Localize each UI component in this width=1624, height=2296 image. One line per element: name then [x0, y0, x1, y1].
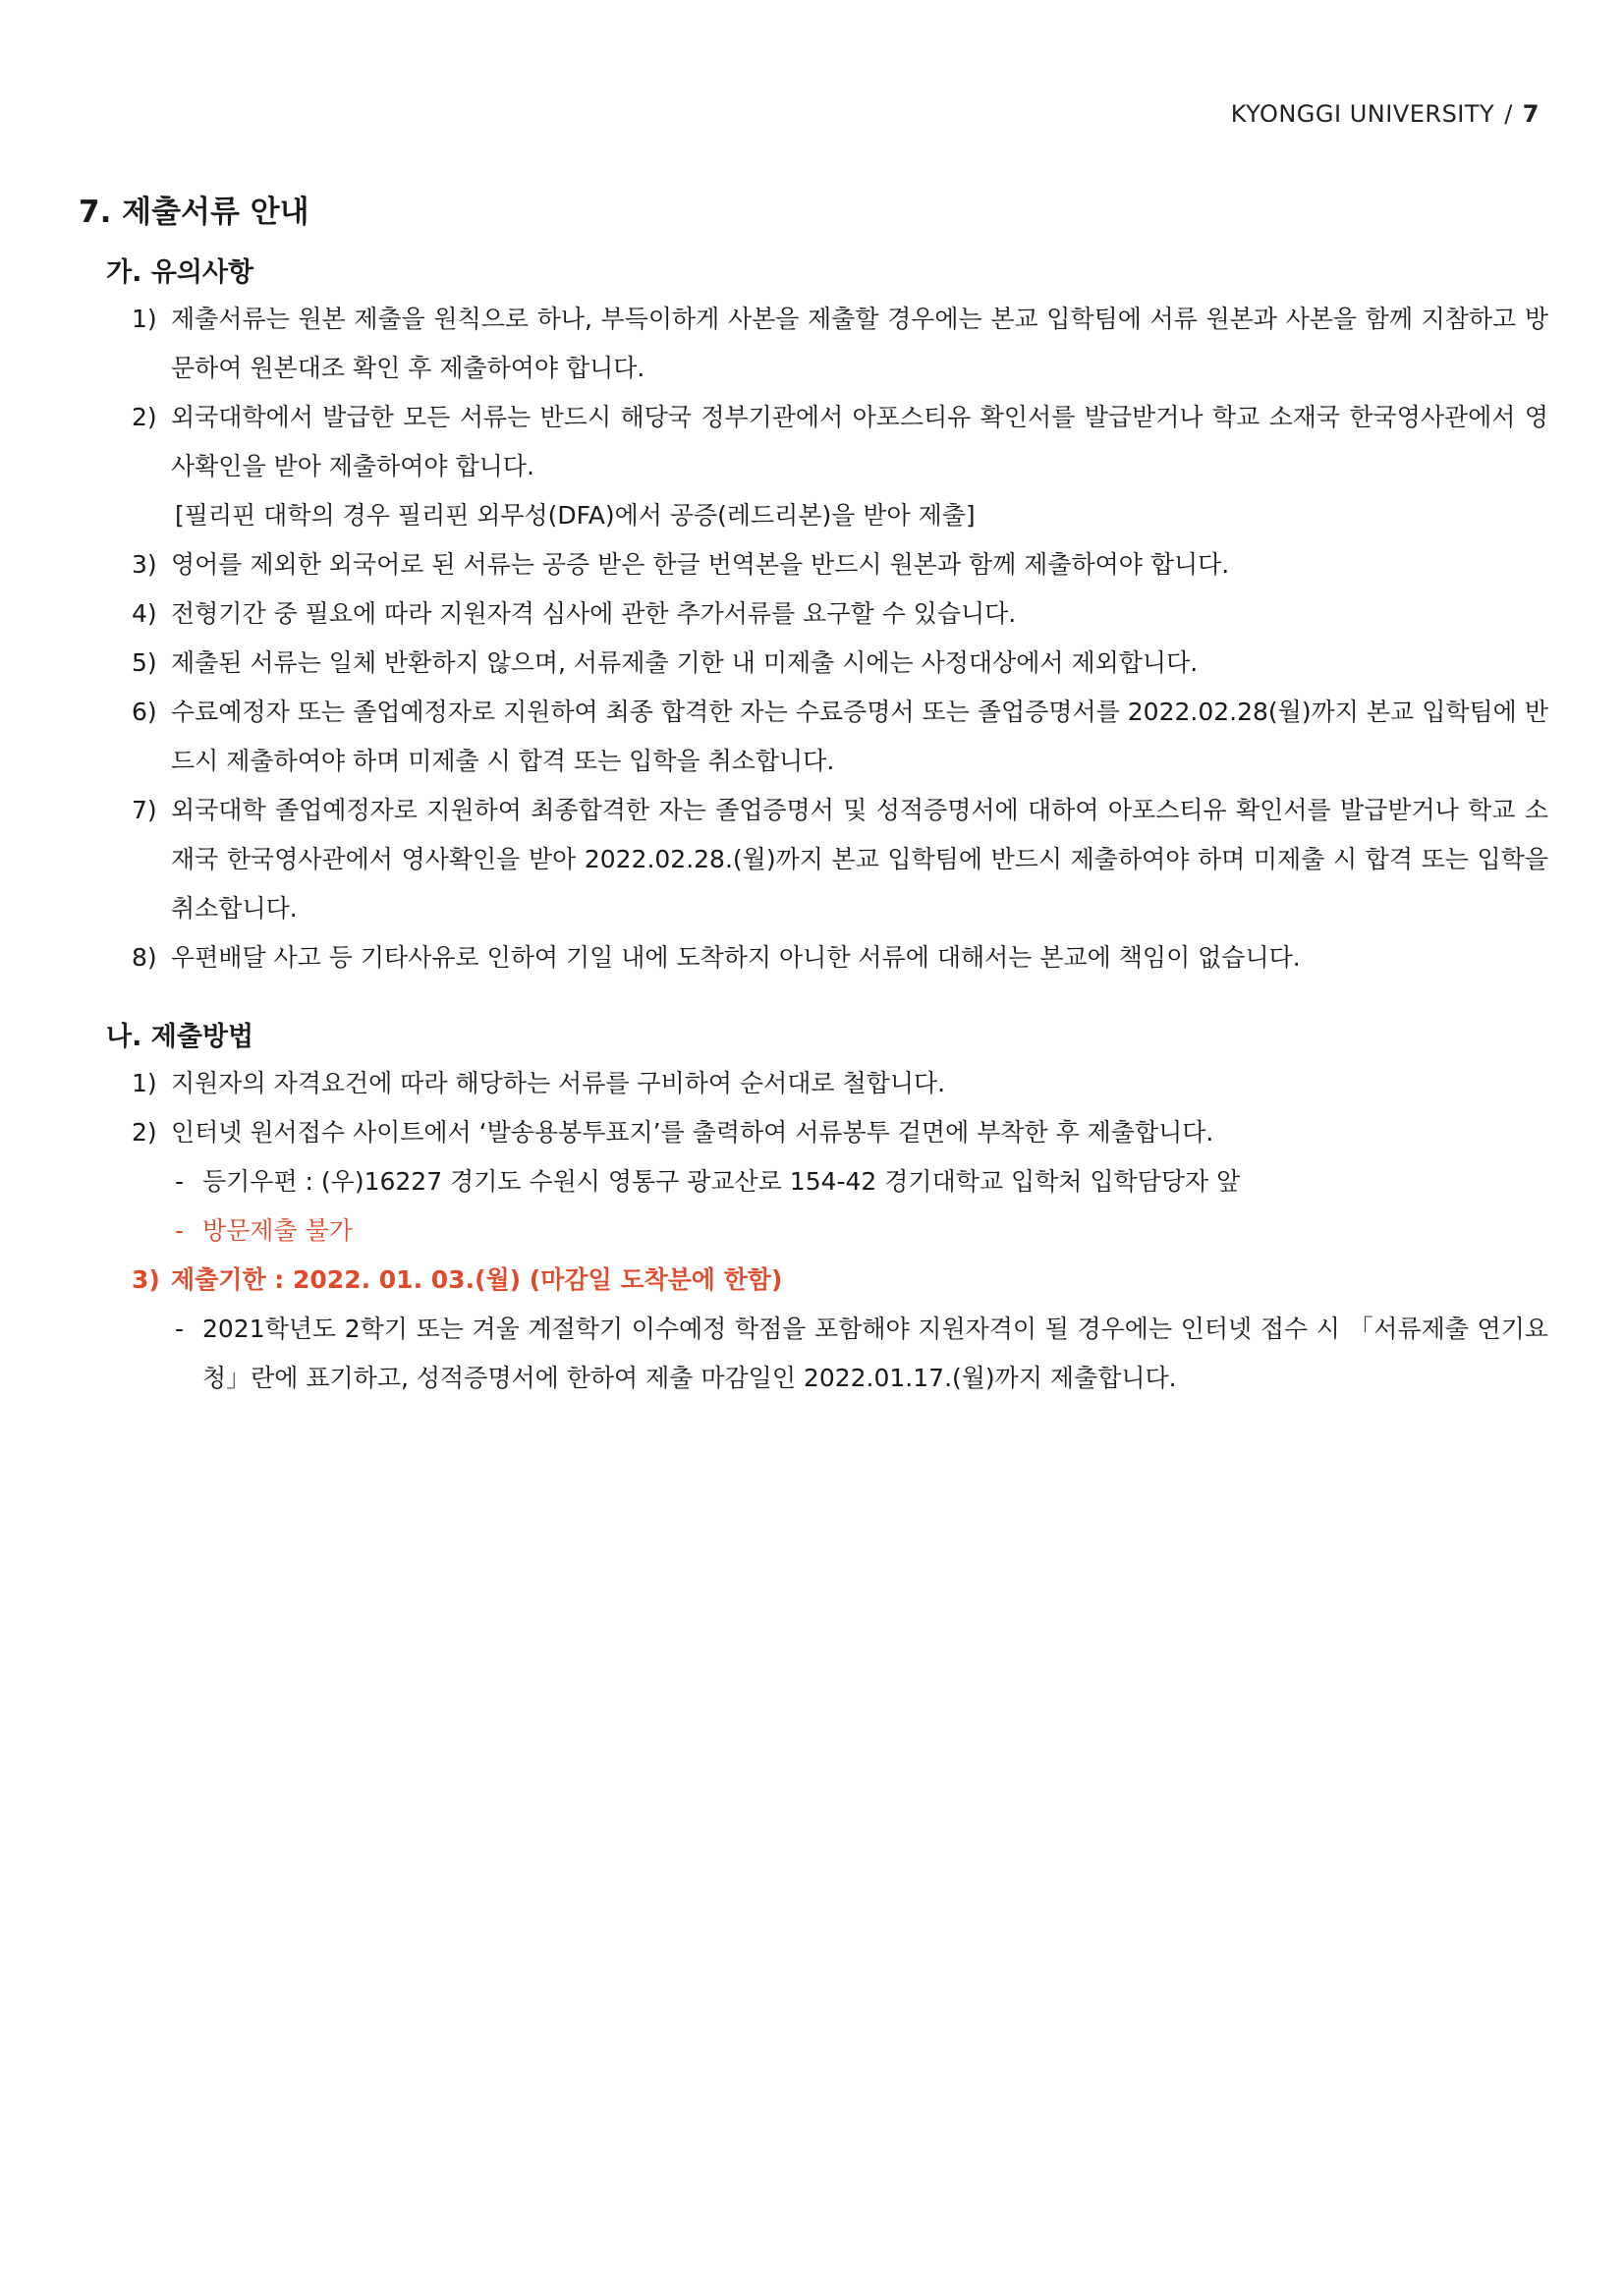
- item-number: 1): [132, 305, 157, 333]
- mail-address: 등기우편 : (우)16227 경기도 수원시 영통구 광교산로 154-42 경기대학교 입학처 입학담당자 앞: [202, 1167, 1241, 1196]
- list-item: [79, 393, 1548, 491]
- visit-not-allowed: 방문제출 불가: [202, 1216, 353, 1245]
- item-text: 지원자의 자격요건에 따라 해당하는 서류를 구비하여 순서대로 철합니다.: [171, 1069, 946, 1097]
- item-text: 영어를 제외한 외국어로 된 서류는 공증 받은 한글 번역본을 반드시 원본과 함께 제출하여야 합니다.: [171, 550, 1230, 579]
- list-item: [79, 1108, 1548, 1157]
- item-text: 우편배달 사고 등 기타사유로 인하여 기일 내에 도착하지 아니한 서류에 대해서는 본교에 책임이 없습니다.: [171, 943, 1301, 972]
- document-body: [79, 193, 1548, 1403]
- item-text: 외국대학 졸업예정자로 지원하여 최종합격한 자는 졸업증명서 및 성적증명서에 대하여 아포스티유 확인서를 발급받거나 학교 소재국 한국영사관에서 영사확인을 받아 2022.02.28.(월)까지 본교 입학팀에 반드시 제출하여야 하며 미제출 시 합격 또는 입학을 취소합니다.: [171, 796, 1548, 923]
- deadline-item: [79, 1256, 1548, 1305]
- deferral-text: 2021학년도 2학기 또는 겨울 계절학기 이수예정 학점을 포함해야 지원자격이 될 경우에는 인터넷 접수 시 「서류제출 연기요청」란에 표기하고, 성적증명서에 한하여 제출 마감일인 2022.01.17.(월)까지 제출합니다.: [202, 1315, 1548, 1392]
- item-number: 6): [132, 698, 157, 726]
- dash-marker: -: [175, 1216, 185, 1245]
- list-item: [79, 295, 1548, 393]
- item-text: 외국대학에서 발급한 모든 서류는 반드시 해당국 정부기관에서 아포스티유 확인서를 발급받거나 학교 소재국 한국영사관에서 영사확인을 받아 제출하여야 합니다.: [171, 403, 1548, 480]
- deferral-line: [79, 1305, 1548, 1403]
- mail-address-line: [79, 1157, 1548, 1206]
- item-number: 2): [132, 1118, 157, 1147]
- list-item: [79, 589, 1548, 639]
- list-item: [79, 1059, 1548, 1108]
- university-name: KYONGGI UNIVERSITY: [1230, 100, 1495, 128]
- list-item: [79, 639, 1548, 688]
- deadline-text: 제출기한 : 2022. 01. 03.(월) (마감일 도착분에 한함): [171, 1265, 783, 1294]
- section-gap: [79, 982, 1548, 1016]
- item-text: 제출된 서류는 일체 반환하지 않으며, 서류제출 기한 내 미제출 시에는 사정대상에서 제외합니다.: [171, 648, 1199, 677]
- notes-list: [79, 295, 1548, 982]
- visit-line: [79, 1206, 1548, 1256]
- item-text: 수료예정자 또는 졸업예정자로 지원하여 최종 합격한 자는 수료증명서 또는 졸업증명서를 2022.02.28(월)까지 본교 입학팀에 반드시 제출하여야 하며 미제출 시 합격 또는 입학을 취소합니다.: [171, 698, 1548, 775]
- list-item: [79, 933, 1548, 982]
- item-number: 5): [132, 648, 157, 677]
- list-item: [79, 786, 1548, 933]
- item-number: 3): [132, 550, 157, 579]
- list-item: [79, 688, 1548, 786]
- item-number: 3): [132, 1265, 160, 1294]
- item-text: 제출서류는 원본 제출을 원칙으로 하나, 부득이하게 사본을 제출할 경우에는 본교 입학팀에 서류 원본과 사본을 함께 지참하고 방문하여 원본대조 확인 후 제출하여야 합니다.: [171, 305, 1548, 382]
- page-header: [1231, 100, 1540, 128]
- method-heading: 나. 제출방법: [106, 1022, 254, 1052]
- item-number: 2): [132, 403, 157, 431]
- dash-marker: -: [175, 1167, 185, 1196]
- item-number: 8): [132, 943, 157, 972]
- section-title: 7. 제출서류 안내: [79, 195, 309, 230]
- notes-heading: 가. 유의사항: [106, 257, 254, 288]
- item-number: 7): [132, 796, 157, 824]
- method-list: [79, 1059, 1548, 1403]
- philippines-note: [필리핀 대학의 경우 필리핀 외무성(DFA)에서 공증(레드리본)을 받아 제출]: [175, 501, 976, 530]
- item-text: 전형기간 중 필요에 따라 지원자격 심사에 관한 추가서류를 요구할 수 있습니다.: [171, 599, 1017, 628]
- item-number: 1): [132, 1069, 157, 1097]
- item-text: 인터넷 원서접수 사이트에서 ‘발송용봉투표지’를 출력하여 서류봉투 겉면에 부착한 후 제출합니다.: [171, 1118, 1214, 1147]
- dash-marker: -: [175, 1315, 185, 1343]
- list-item: [79, 540, 1548, 589]
- header-separator: /: [1504, 100, 1513, 128]
- page-number: 7: [1522, 100, 1540, 128]
- item-number: 4): [132, 599, 157, 628]
